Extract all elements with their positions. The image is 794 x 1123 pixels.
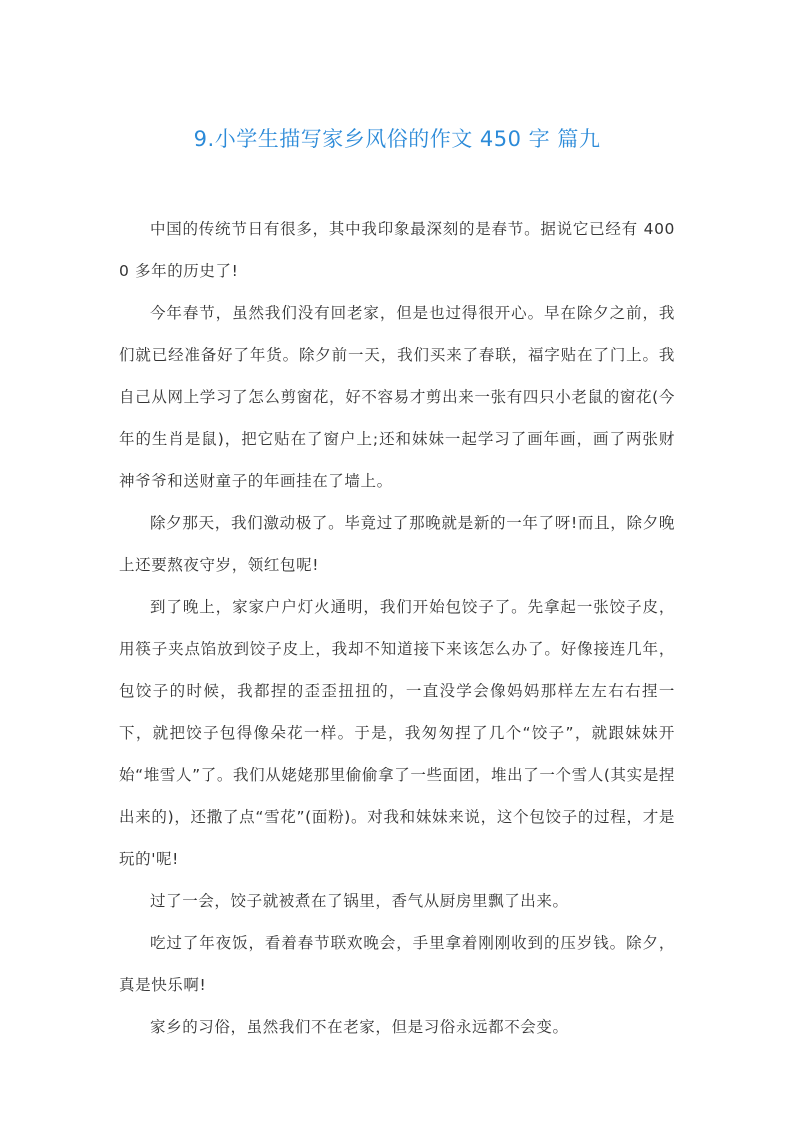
paragraph-2: 今年春节，虽然我们没有回老家，但是也过得很开心。早在除夕之前，我们就已经准备好了年货。除夕前一天，我们买来了春联，福字贴在了门上。我自己从网上学习了怎么剪窗花，好不容易才剪出来一张有四只小老鼠的窗花(今年的生肖是鼠)，把它贴在了窗户上;还和妹妹一起学习了画年画，画了两张财神爷爷和送财童子的年画挂在了墙上。 xyxy=(119,304,675,490)
document-title: 9.小学生描写家乡风俗的作文 450 字 篇九 xyxy=(193,127,601,151)
paragraph-7: 家乡的习俗，虽然我们不在老家，但是习俗永远都不会变。 xyxy=(150,1018,569,1036)
paragraph-6: 吃过了年夜饭，看着春节联欢晚会，手里拿着刚刚收到的压岁钱。除夕，真是快乐啊! xyxy=(119,934,675,994)
paragraph-1: 中国的传统节日有很多，其中我印象最深刻的是春节。据说它已经有 4000 多年的历史了! xyxy=(119,220,675,280)
paragraph-4: 到了晚上，家家户户灯火通明，我们开始包饺子了。先拿起一张饺子皮，用筷子夹点馅放到饺子皮上，我却不知道接下来该怎么办了。好像接连几年，包饺子的时候，我都捏的歪歪扭扭的，一直没学会像妈妈那样左左右右捏一下，就把饺子包得像朵花一样。于是，我匆匆捏了几个“饺子”，就跟妹妹开始“堆雪人”了。我们从姥姥那里偷偷拿了一些面团，堆出了一个雪人(其实是捏出来的)，还撒了点“雪花”(面粉)。对我和妹妹来说，这个包饺子的过程，才是玩的'呢! xyxy=(119,598,675,868)
essay-body xyxy=(119,208,675,1048)
paragraph-3: 除夕那天，我们激动极了。毕竟过了那晚就是新的一年了呀!而且，除夕晚上还要熬夜守岁，领红包呢! xyxy=(119,514,675,574)
paragraph-5: 过了一会，饺子就被煮在了锅里，香气从厨房里飘了出来。 xyxy=(150,892,569,910)
